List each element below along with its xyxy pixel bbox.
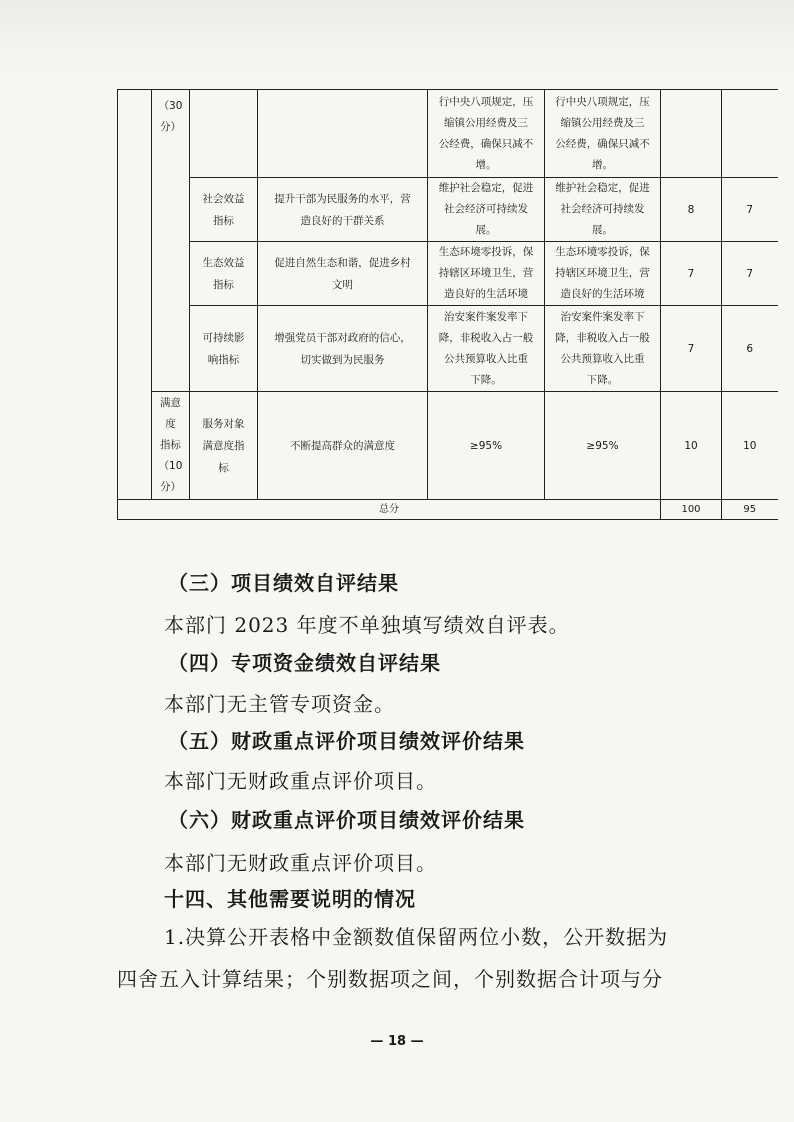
table-row bbox=[118, 178, 778, 242]
cell-text: 服务对象 满意度指 标 bbox=[202, 417, 245, 474]
cell-text: 6 bbox=[746, 342, 754, 355]
score-cell bbox=[722, 90, 778, 178]
actual-value-cell bbox=[545, 178, 661, 242]
third-level-indicator-cell bbox=[190, 90, 258, 178]
cell-text: 生态环境零投诉，保 持辖区环境卫生，营 造良好的生活环境 bbox=[438, 246, 534, 300]
total-label-cell bbox=[118, 500, 661, 520]
actual-value-cell bbox=[545, 90, 661, 178]
cell-text: 维护社会稳定，促进 社会经济可持续发 展。 bbox=[438, 182, 534, 236]
cell-text: 增强党员干部对政府的信心， 切实做到为民服务 bbox=[274, 331, 411, 366]
cell-text: ≥95% bbox=[586, 439, 619, 452]
third-level-indicator-cell bbox=[190, 242, 258, 306]
cell-text: 社会效益 指标 bbox=[202, 192, 245, 227]
total-weight: 100 bbox=[681, 503, 701, 515]
planned-value-cell bbox=[428, 392, 545, 500]
score-cell bbox=[722, 242, 778, 306]
cell-text: 生态环境零投诉，保 持辖区环境卫生，营 造良好的生活环境 bbox=[555, 246, 650, 300]
scan-shadow bbox=[0, 0, 794, 90]
section-heading-other-notes: 十四、其他需要说明的情况 bbox=[164, 887, 416, 911]
third-level-indicator-cell bbox=[190, 392, 258, 500]
table-row bbox=[118, 392, 778, 500]
target-value-cell bbox=[258, 242, 428, 306]
weight-cell bbox=[661, 178, 722, 242]
cell-text: 治安案件案发率下 降，非税收入占一般 公共预算收入比重 下降。 bbox=[555, 310, 650, 386]
table-row bbox=[118, 90, 778, 178]
second-level-indicator-score bbox=[152, 90, 190, 392]
score-cell bbox=[722, 392, 778, 500]
total-row bbox=[118, 500, 778, 520]
planned-value-cell bbox=[428, 306, 545, 392]
paragraph-other-notes-line2: 四舍五入计算结果；个别数据项之间，个别数据合计项与分 bbox=[117, 967, 663, 991]
cell-text: 维护社会稳定，促进 社会经济可持续发 展。 bbox=[555, 182, 650, 236]
cell-text: 7 bbox=[687, 342, 695, 355]
cell-text: 生态效益 指标 bbox=[202, 256, 245, 291]
actual-value-cell bbox=[545, 242, 661, 306]
heading-key-evaluation-6: （六）财政重点评价项目绩效评价结果 bbox=[168, 808, 525, 832]
target-value-cell bbox=[258, 306, 428, 392]
second-level-indicator-score-text: （30 分） bbox=[158, 100, 183, 133]
cell-text: 可持续影 响指标 bbox=[202, 331, 245, 366]
table-row bbox=[118, 242, 778, 306]
weight-cell bbox=[661, 392, 722, 500]
target-value-cell bbox=[258, 392, 428, 500]
cell-text: 8 bbox=[687, 203, 695, 216]
planned-value-cell bbox=[428, 178, 545, 242]
target-value-cell bbox=[258, 90, 428, 178]
score-cell bbox=[722, 178, 778, 242]
weight-cell bbox=[661, 90, 722, 178]
paragraph-key-evaluation-6: 本部门无财政重点评价项目。 bbox=[164, 851, 437, 875]
cell-text: 治安案件案发率下 降，非税收入占一般 公共预算收入比重 下降。 bbox=[438, 310, 534, 386]
cell-text: 行中央八项规定，压 缩镇公用经费及三 公经费，确保只减不 增。 bbox=[555, 95, 650, 171]
total-weight-cell bbox=[661, 500, 722, 520]
planned-value-cell bbox=[428, 90, 545, 178]
planned-value-cell bbox=[428, 242, 545, 306]
heading-key-evaluation-5: （五）财政重点评价项目绩效评价结果 bbox=[168, 729, 525, 753]
heading-self-evaluation-results: （三）项目绩效自评结果 bbox=[168, 571, 399, 595]
page-number: — 18 — bbox=[370, 1034, 424, 1049]
second-level-indicator-cell bbox=[152, 392, 190, 500]
weight-cell bbox=[661, 306, 722, 392]
cell-text: 促进自然生态和谐，促进乡村 文明 bbox=[274, 256, 411, 291]
target-value-cell bbox=[258, 178, 428, 242]
table-row bbox=[118, 306, 778, 392]
actual-value-cell bbox=[545, 392, 661, 500]
cell-text: 满意 度 指标 （10 分） bbox=[158, 397, 183, 493]
cell-text: 10 bbox=[684, 439, 698, 452]
third-level-indicator-cell bbox=[190, 178, 258, 242]
cell-text: 7 bbox=[746, 203, 754, 216]
paragraph-special-funds: 本部门无主管专项资金。 bbox=[164, 692, 395, 716]
actual-value-cell bbox=[545, 306, 661, 392]
total-score-cell bbox=[722, 500, 778, 520]
performance-table bbox=[117, 89, 778, 520]
paragraph-key-evaluation-5: 本部门无财政重点评价项目。 bbox=[164, 769, 437, 793]
score-cell bbox=[722, 306, 778, 392]
paragraph-other-notes-line1: 1.决算公开表格中金额数值保留两位小数，公开数据为 bbox=[164, 925, 669, 949]
paragraph-self-evaluation: 本部门 2023 年度不单独填写绩效自评表。 bbox=[164, 613, 570, 637]
first-level-indicator-cell bbox=[118, 90, 152, 500]
cell-text: 不断提高群众的满意度 bbox=[290, 439, 395, 452]
cell-text: 提升干部为民服务的水平，营 造良好的干群关系 bbox=[274, 192, 411, 227]
weight-cell bbox=[661, 242, 722, 306]
heading-special-funds: （四）专项资金绩效自评结果 bbox=[168, 651, 441, 675]
cell-text: 行中央八项规定，压 缩镇公用经费及三 公经费，确保只减不 增。 bbox=[438, 95, 534, 171]
third-level-indicator-cell bbox=[190, 306, 258, 392]
cell-text: 7 bbox=[687, 267, 695, 280]
total-label: 总分 bbox=[379, 503, 399, 515]
cell-text: 7 bbox=[746, 267, 754, 280]
cell-text: ≥95% bbox=[469, 439, 503, 452]
cell-text: 10 bbox=[743, 439, 757, 452]
total-score: 95 bbox=[743, 503, 757, 515]
